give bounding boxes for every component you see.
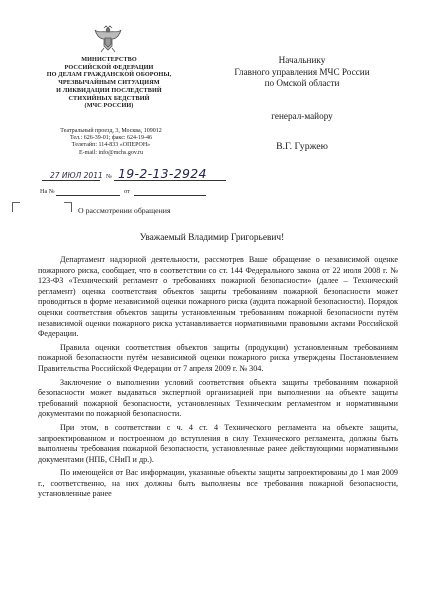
contact-email: E-mail: info@mchs.gov.ru: [79, 149, 143, 156]
number-underline: [114, 180, 226, 181]
ministry-line: И ЛИКВИДАЦИИ ПОСЛЕДСТВИЙ: [56, 86, 162, 94]
recipient-line: Главного управления МЧС России: [234, 66, 370, 77]
registration-number: 19-2-13-2924: [118, 166, 207, 181]
registration-line: [40, 168, 230, 184]
reference-no-underline: [56, 195, 120, 196]
body-paragraph: Заключение о выполнении условий соответствия объекта защиты требованиям пожарной безопасности может выдаваться экспертной организацией при выполнении на объекте защиты требований пожарной безопасности, установленных Техническим регламентом и нормативными документами по пожарной безопасности.: [38, 377, 398, 419]
contact-teletype: Телетайп: 114-833 «ОПЕРОН»: [71, 142, 151, 149]
reference-from-underline: [134, 195, 206, 196]
emblem-eagle-icon: [94, 24, 122, 54]
ministry-line: МИНИСТЕРСТВО: [81, 56, 137, 63]
letter-subject: О рассмотрении обращения: [78, 206, 171, 215]
ministry-line: ЧРЕЗВЫЧАЙНЫМ СИТУАЦИЯМ: [58, 79, 160, 87]
recipient-rank: генерал-майору: [271, 111, 333, 121]
registration-date: 27 ИЮЛ 2011: [50, 171, 103, 180]
ministry-line: (МЧС РОССИИ): [84, 102, 134, 110]
letter-body: [38, 255, 398, 503]
body-paragraph: Правила оценки соответствия объектов защиты (продукции) установленным требованиям пожарной безопасности путём независимой оценки пожарного риска утверждены Постановлением Правительства Российской Федерации от 7 апреля 2009 г. № 304.: [38, 342, 398, 373]
recipient-name: В.Г. Гуржею: [276, 141, 328, 152]
contact-address: Театральный проезд, 3, Москва, 109012: [60, 128, 162, 134]
salutation: Уважаемый Владимир Григорьевич!: [139, 233, 285, 243]
recipient-line: по Омской области: [264, 78, 340, 88]
date-underline: [42, 180, 100, 181]
body-paragraph: Департамент надзорной деятельности, рассмотрев Ваше обращение о независимой оценке пожарного риска, сообщает, что в соответствии со ст. 144 Федерального закона от 22 июля 2008 г. № 123-ФЗ «Технический регламент о требованиях пожарной безопасности» (далее – Технический регламент) оценка соответствия объектов защиты требованиям пожарной безопасности может проводиться в форме независимой оценки пожарного риска (аудита пожарной безопасности). Порядок оценки соответствия объектов защиты установленным требованиям пожарной безопасности путём независимой оценки пожарного риска устанавливается нормативными правовыми актами Российской Федерации.: [38, 255, 398, 339]
ministry-line: ПО ДЕЛАМ ГРАЖДАНСКОЙ ОБОРОНЫ,: [46, 71, 172, 79]
reference-line: [40, 187, 230, 199]
body-paragraph: По имеющейся от Вас информации, указанные объекты защиты запроектированы до 1 мая 2009 г., соответственно, на них должны быть выполнены все требования пожарной безопасности, установленные ранее: [38, 468, 398, 499]
ministry-header: [34, 56, 184, 110]
reference-no-label: На №: [40, 188, 55, 195]
body-paragraph: При этом, в соответствии с ч. 4 ст. 4 Технического регламента на объекте защиты, запроектированном и построенном до вступления в силу Технического регламента, должны быть выполнены требования пожарной безопасности, установленные ранее действующими нормативными документами (НПБ, СНиП и др.).: [38, 422, 398, 464]
ministry-line: РОССИЙСКОЙ ФЕДЕРАЦИИ: [64, 63, 154, 71]
corner-mark-left: [12, 202, 20, 212]
recipient-line: Начальнику: [278, 55, 326, 65]
ministry-line: СТИХИЙНЫХ БЕДСТВИЙ: [68, 94, 150, 102]
contact-phone: Тел.: 626-39-01; факс: 624-19-46: [69, 135, 153, 142]
corner-mark-right: [64, 202, 72, 212]
reference-from-label: от: [124, 188, 130, 195]
registration-no-label: №: [106, 173, 112, 180]
recipient-block: [228, 55, 376, 90]
sender-contacts: [52, 128, 170, 157]
